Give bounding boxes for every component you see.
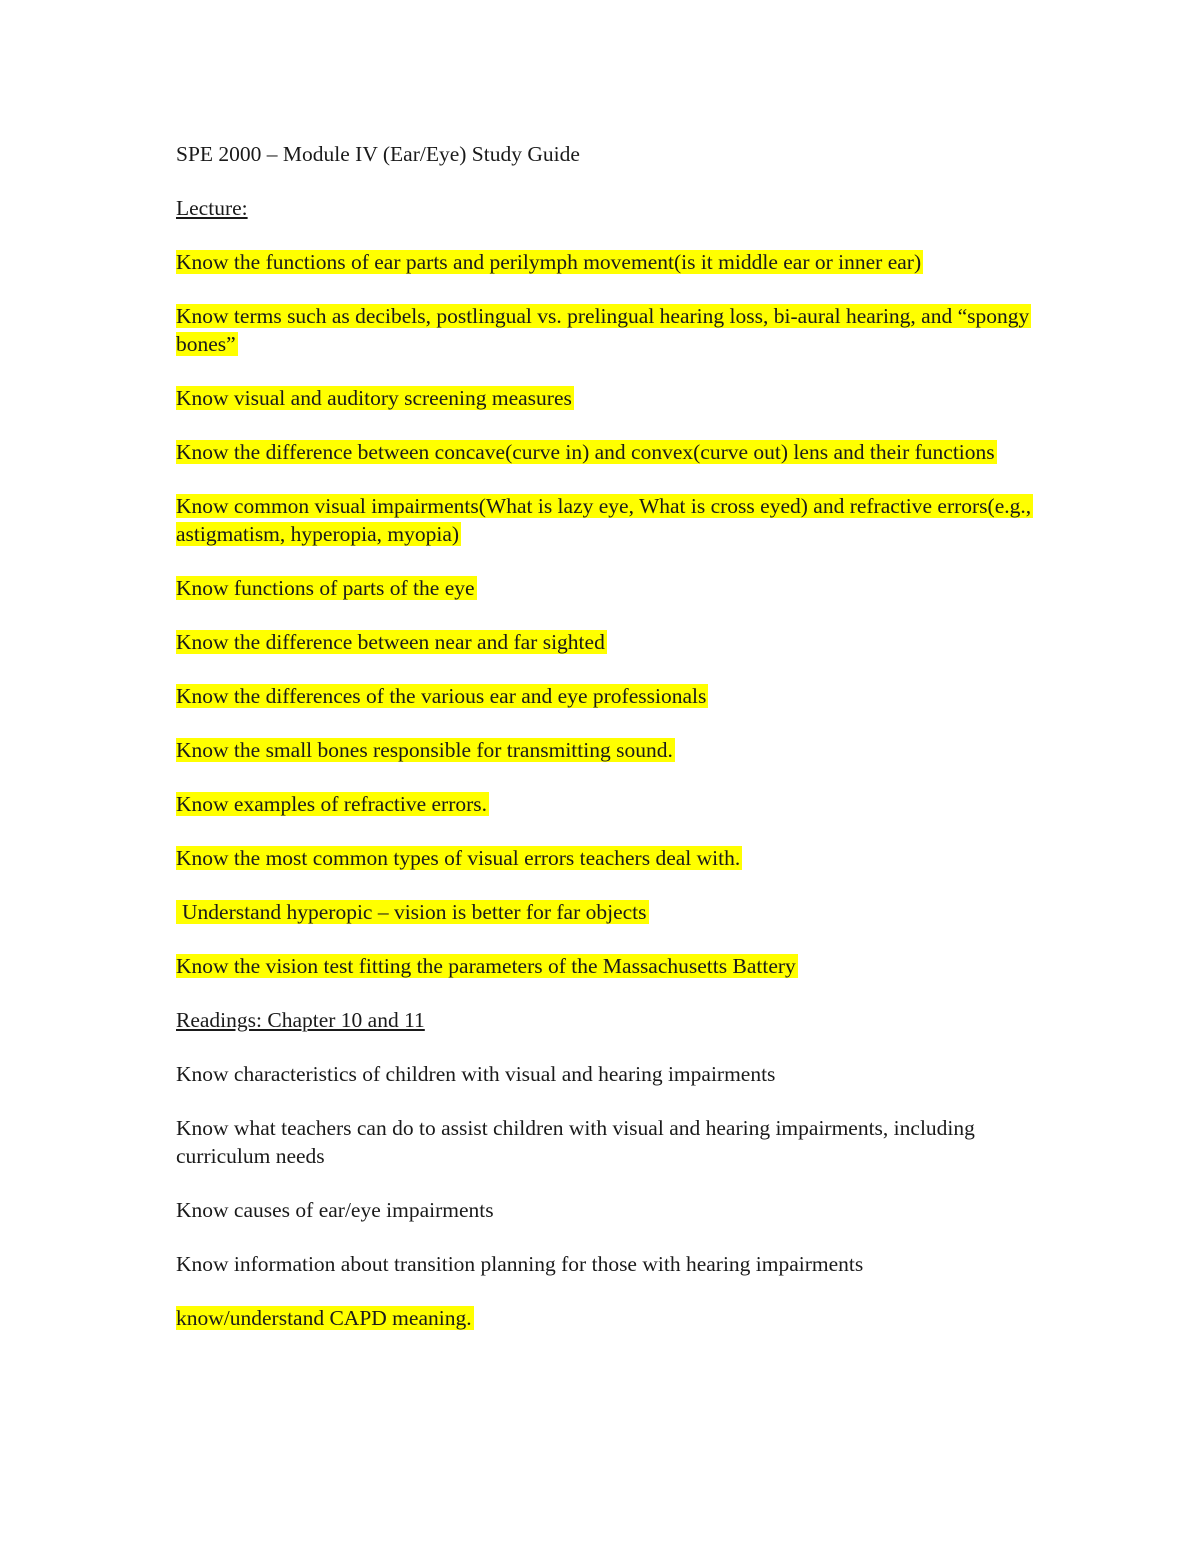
lecture-item bbox=[176, 248, 1036, 276]
readings-item: Know causes of ear/eye impairments bbox=[176, 1198, 494, 1222]
lecture-item bbox=[176, 790, 1036, 818]
final-item-text: know/understand CAPD meaning. bbox=[176, 1306, 472, 1330]
readings-item: Know what teachers can do to assist children with visual and hearing impairments, including curriculum needs bbox=[176, 1116, 975, 1168]
lecture-item-text: Know the most common types of visual errors teachers deal with. bbox=[176, 846, 741, 870]
lecture-item-text: Know the differences of the various ear and eye professionals bbox=[176, 684, 707, 708]
lecture-item-text: Understand hyperopic – vision is better for far objects bbox=[176, 900, 649, 924]
lecture-item bbox=[176, 628, 1036, 656]
lecture-item-text: Know the vision test fitting the parameters of the Massachusetts Battery bbox=[176, 954, 796, 978]
lecture-heading bbox=[176, 194, 1036, 222]
readings-item: Know characteristics of children with visual and hearing impairments bbox=[176, 1062, 776, 1086]
lecture-item-text: Know the difference between concave(curve in) and convex(curve out) lens and their functions bbox=[176, 440, 995, 464]
lecture-item-text: Know examples of refractive errors. bbox=[176, 792, 488, 816]
lecture-item bbox=[176, 898, 1036, 926]
readings-heading bbox=[176, 1006, 1036, 1034]
document-body bbox=[176, 140, 1036, 1358]
lecture-item-text: Know visual and auditory screening measures bbox=[176, 386, 572, 410]
lecture-item bbox=[176, 384, 1036, 412]
lecture-item-text: Know terms such as decibels, postlingual vs. prelingual hearing loss, bi-aural hearing, and “spongy bones” bbox=[176, 304, 1030, 356]
lecture-heading-text: Lecture: bbox=[176, 196, 248, 220]
lecture-item-text: Know the functions of ear parts and perilymph movement(is it middle ear or inner ear) bbox=[176, 250, 922, 274]
lecture-item bbox=[176, 682, 1036, 710]
lecture-item bbox=[176, 492, 1036, 548]
lecture-item bbox=[176, 736, 1036, 764]
lecture-item-text: Know functions of parts of the eye bbox=[176, 576, 475, 600]
readings-heading-text: Readings: Chapter 10 and 11 bbox=[176, 1008, 425, 1032]
lecture-item-text: Know the difference between near and far sighted bbox=[176, 630, 605, 654]
lecture-item bbox=[176, 574, 1036, 602]
lecture-item-text: Know common visual impairments(What is lazy eye, What is cross eyed) and refractive errors(e.g., astigmatism, hyperopia, myopia) bbox=[176, 494, 1032, 546]
final-item bbox=[176, 1304, 1036, 1332]
lecture-item bbox=[176, 952, 1036, 980]
lecture-item bbox=[176, 844, 1036, 872]
readings-item: Know information about transition planning for those with hearing impairments bbox=[176, 1252, 864, 1276]
lecture-item bbox=[176, 302, 1036, 358]
lecture-item bbox=[176, 438, 1036, 466]
document-title: SPE 2000 – Module IV (Ear/Eye) Study Guide bbox=[176, 142, 580, 166]
lecture-item-text: Know the small bones responsible for transmitting sound. bbox=[176, 738, 673, 762]
